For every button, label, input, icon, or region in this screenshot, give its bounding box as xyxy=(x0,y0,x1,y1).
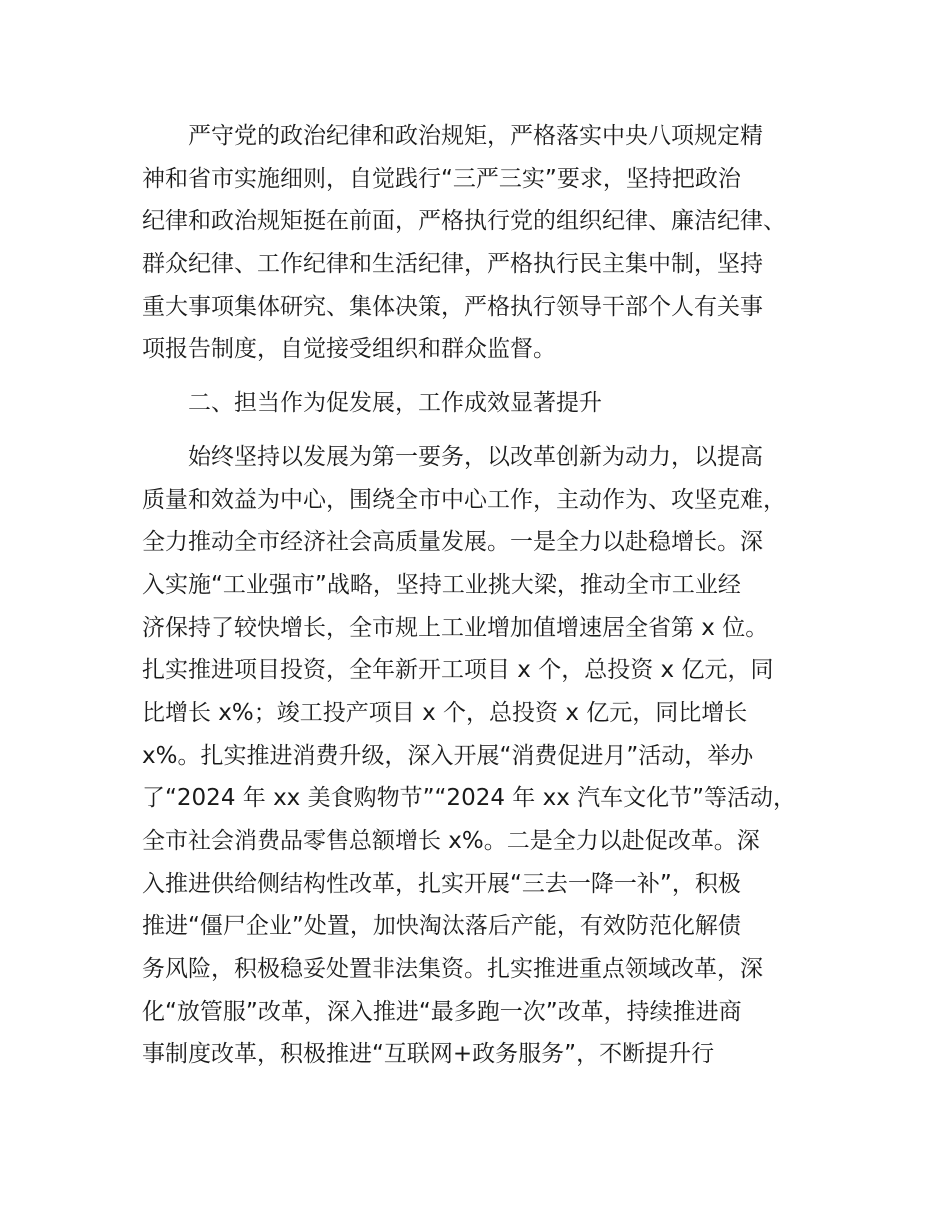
text-line: 全市社会消费品零售总额增长 x%。二是全力以赴促改革。深 xyxy=(142,828,760,854)
paragraph xyxy=(142,436,842,1076)
section-heading xyxy=(142,382,842,425)
text-line: 化“放管服”改革，深入推进“最多跑一次”改革，持续推进商 xyxy=(142,998,742,1025)
text-line: 了“2024 年 xx 美食购物节”“2024 年 xx 汽车文化节”等活动， xyxy=(142,785,797,812)
text-line: 入推进供给侧结构性改革，扎实开展“三去一降一补”，积极 xyxy=(142,870,741,897)
text-line: 全力推动全市经济社会高质量发展。一是全力以赴稳增长。深 xyxy=(142,529,763,556)
text-line: 比增长 x%；竣工投产项目 x 个，总投资 x 亿元，同比增长 xyxy=(142,699,748,726)
document-body xyxy=(142,115,842,1076)
text-line: 事制度改革，积极推进“互联网+政务服务”，不断提升行 xyxy=(142,1041,715,1068)
text-line: 群众纪律、工作纪律和生活纪律，严格执行民主集中制，坚持 xyxy=(142,251,763,278)
text-line: 推进“僵尸企业”处置，加快淘汰落后产能，有效防范化解债 xyxy=(142,913,741,940)
text-line: 严守党的政治纪律和政治规矩，严格落实中央八项规定精 xyxy=(188,123,763,149)
text-line: 济保持了较快增长，全市规上工业增加值增速居全省第 x 位。 xyxy=(142,614,769,641)
text-line: 神和省市实施细则，自觉践行“三严三实”要求，坚持把政治 xyxy=(142,165,741,192)
text-line: x%。扎实推进消费升级，深入开展“消费促进月”活动，举办 xyxy=(142,742,754,769)
text-line: 项报告制度，自觉接受组织和群众监督。 xyxy=(142,336,556,363)
heading-text: 二、担当作为促发展，工作成效显著提升 xyxy=(188,390,602,417)
text-line: 始终坚持以发展为第一要务，以改革创新为动力，以提高 xyxy=(188,443,763,470)
paragraph xyxy=(142,115,842,371)
text-line: 务风险，积极稳妥处置非法集资。扎实推进重点领域改革，深 xyxy=(142,956,763,983)
text-line: 扎实推进项目投资，全年新开工项目 x 个，总投资 x 亿元，同 xyxy=(142,657,774,684)
text-line: 纪律和政治规矩挺在前面，严格执行党的组织纪律、廉洁纪律、 xyxy=(142,208,786,235)
text-line: 入实施“工业强市”战略，坚持工业挑大梁，推动全市工业经 xyxy=(142,571,741,598)
text-line: 重大事项集体研究、集体决策，严格执行领导干部个人有关事 xyxy=(142,293,763,320)
text-line: 质量和效益为中心，围绕全市中心工作，主动作为、攻坚克难， xyxy=(142,486,786,513)
